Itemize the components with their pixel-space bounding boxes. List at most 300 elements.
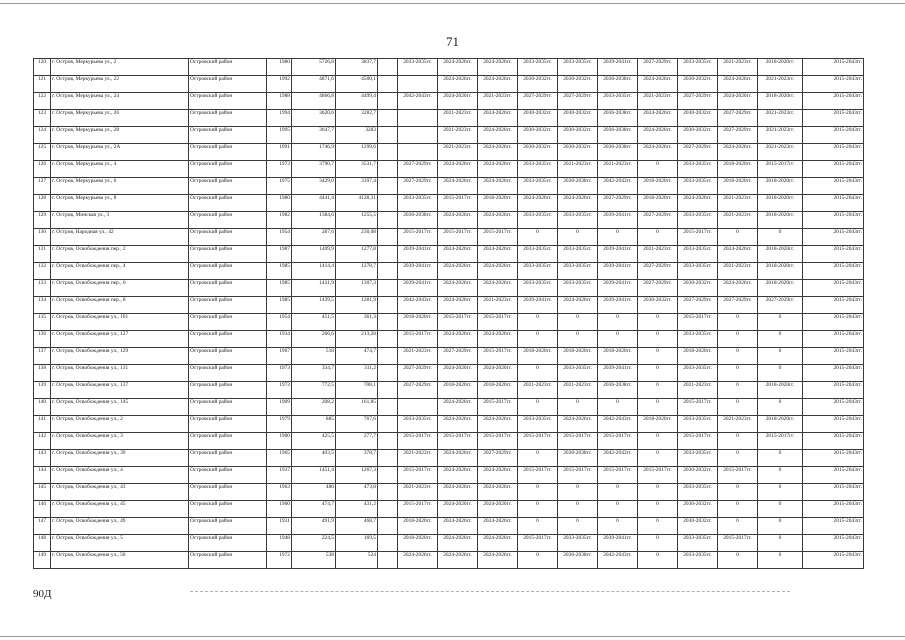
address-cell: г. Остров, Меркурьева ул., 2 <box>51 59 189 76</box>
district-cell: Островский район <box>189 76 267 93</box>
repair-period-cell: 0 <box>518 331 558 348</box>
repair-period-cell: 0 <box>718 518 758 535</box>
district-cell: Островский район <box>189 416 267 433</box>
repair-period-cell: 2027-2029гг. <box>398 178 438 195</box>
repair-period-cell: 2015-2017гг. <box>438 433 478 450</box>
row-number-cell: 139 <box>34 382 51 399</box>
total-area-cell: 1451,4 <box>292 467 336 484</box>
year-built-cell: 1985 <box>267 297 292 314</box>
district-cell: Островский район <box>189 535 267 552</box>
blank-gap-cell <box>378 501 398 518</box>
repair-period-cell: 2015-2017гг. <box>398 229 438 246</box>
blank-gap-cell <box>378 280 398 297</box>
row-number-cell: 138 <box>34 365 51 382</box>
repair-period-cell: 2018-2020гг. <box>518 348 558 365</box>
total-area-cell: 3620,6 <box>292 110 336 127</box>
repair-period-cell: 0 <box>718 450 758 467</box>
repair-period-cell: 2018-2020гг. <box>638 416 678 433</box>
row-number-cell: 128 <box>34 195 51 212</box>
repair-period-cell: 0 <box>638 552 678 569</box>
repair-period-cell: 2021-2023гг. <box>478 93 518 110</box>
table-row <box>34 59 864 76</box>
repair-period-cell: 2042-2043гг. <box>598 552 638 569</box>
district-cell: Островский район <box>189 450 267 467</box>
repair-period-cell: 2018-2020гг. <box>638 178 678 195</box>
repair-period-cell: 0 <box>598 501 638 518</box>
repair-period-cell: 2024-2026гг. <box>438 501 478 518</box>
repair-period-cell: 2024-2026гг. <box>718 76 758 93</box>
living-area-cell: 708,1 <box>336 382 378 399</box>
overall-period-cell: 2015-2043гг. <box>803 93 864 110</box>
repair-period-cell: 2033-2035гг. <box>558 365 598 382</box>
repair-period-cell: 2024-2026гг. <box>478 246 518 263</box>
row-number-cell: 148 <box>34 535 51 552</box>
repair-period-cell: 2039-2041гг. <box>398 263 438 280</box>
repair-period-cell: 2036-2038гг. <box>598 382 638 399</box>
overall-period-cell: 2015-2043гг. <box>803 178 864 195</box>
year-built-cell: 1992 <box>267 76 292 93</box>
repair-period-cell: 0 <box>758 450 803 467</box>
address-cell: г. Остров, Меркурьева ул., 4 <box>51 161 189 178</box>
repair-period-cell: 0 <box>518 314 558 331</box>
address-cell: г. Остров, Меркурьева ул., 8 <box>51 195 189 212</box>
table-row <box>34 76 864 93</box>
repair-period-cell: 2030-2032гг. <box>638 297 678 314</box>
repair-period-cell: 2033-2035гг. <box>678 178 718 195</box>
repair-period-cell: 2021-2023гг. <box>718 212 758 229</box>
repair-period-cell: 0 <box>638 365 678 382</box>
living-area-cell: 4500,1 <box>336 76 378 93</box>
repair-period-cell: 2018-2020гг. <box>758 246 803 263</box>
repair-period-cell: 2015-2017гг. <box>758 161 803 178</box>
table-row <box>34 467 864 484</box>
repair-period-cell: 0 <box>638 331 678 348</box>
repair-period-cell: 2021-2023гг. <box>438 110 478 127</box>
blank-gap-cell <box>378 76 398 93</box>
repair-period-cell: 2024-2026гг. <box>478 365 518 382</box>
repair-period-cell: 2015-2017гг. <box>478 229 518 246</box>
total-area-cell: 287,6 <box>292 229 336 246</box>
repair-period-cell: 2021-2023гг. <box>678 382 718 399</box>
repair-period-cell: 2036-2038гг. <box>558 450 598 467</box>
repair-period-cell: 0 <box>718 348 758 365</box>
repair-period-cell: 2030-2032гг. <box>678 127 718 144</box>
blank-gap-cell <box>378 161 398 178</box>
repair-period-cell: 2024-2026гг. <box>478 59 518 76</box>
repair-period-cell <box>398 144 438 161</box>
living-area-cell: 4499,4 <box>336 93 378 110</box>
row-number-cell: 130 <box>34 229 51 246</box>
repair-period-cell: 2018-2020гг. <box>398 535 438 552</box>
repair-period-cell: 2015-2017гг. <box>598 467 638 484</box>
district-cell: Островский район <box>189 484 267 501</box>
repair-period-cell: 2039-2041гг. <box>598 212 638 229</box>
year-built-cell: 1991 <box>267 144 292 161</box>
blank-gap-cell <box>378 535 398 552</box>
overall-period-cell: 2015-2043гг. <box>803 501 864 518</box>
repair-period-cell: 2015-2017гг. <box>518 433 558 450</box>
repair-period-cell: 2033-2035гг. <box>558 263 598 280</box>
repair-period-cell: 2027-2029гг. <box>638 212 678 229</box>
repair-period-cell: 0 <box>638 450 678 467</box>
living-area-cell: 1255,5 <box>336 212 378 229</box>
repair-period-cell: 2027-2029гг. <box>398 382 438 399</box>
repair-period-cell: 2024-2026гг. <box>638 144 678 161</box>
repair-period-cell: 2024-2026гг. <box>478 518 518 535</box>
repair-period-cell: 2015-2017гг. <box>438 229 478 246</box>
repair-period-cell: 2027-2029гг. <box>518 93 558 110</box>
table-row <box>34 297 864 314</box>
total-area-cell: 1431,9 <box>292 280 336 297</box>
total-area-cell: 518 <box>292 348 336 365</box>
repair-period-cell: 2030-2032гг. <box>558 144 598 161</box>
address-cell: г. Остров, Меркурьева ул., 28 <box>51 127 189 144</box>
repair-period-cell: 2024-2026гг. <box>478 501 518 518</box>
district-cell: Островский район <box>189 161 267 178</box>
repair-period-cell: 2015-2017гг. <box>598 433 638 450</box>
table-row <box>34 552 864 569</box>
repair-period-cell: 2033-2035гг. <box>398 59 438 76</box>
overall-period-cell: 2015-2043гг. <box>803 195 864 212</box>
repair-period-cell: 2027-2029гг. <box>718 127 758 144</box>
total-area-cell: 266,6 <box>292 331 336 348</box>
repair-period-cell: 2027-2029гг. <box>598 195 638 212</box>
living-area-cell: 468,7 <box>336 518 378 535</box>
repair-period-cell: 2027-2029гг. <box>638 59 678 76</box>
living-area-cell: 1267,3 <box>336 467 378 484</box>
blank-gap-cell <box>378 314 398 331</box>
address-cell: г. Остров, Освобождения ул., 49 <box>51 518 189 535</box>
repair-period-cell: 2021-2023гг. <box>558 161 598 178</box>
year-built-cell: 1948 <box>267 535 292 552</box>
repair-period-cell: 2024-2026гг. <box>718 93 758 110</box>
repair-period-cell: 2018-2020гг. <box>758 416 803 433</box>
repair-period-cell: 0 <box>518 552 558 569</box>
repair-period-cell: 2015-2017гг. <box>398 501 438 518</box>
repair-period-cell: 2024-2026гг. <box>678 195 718 212</box>
repair-period-cell: 2024-2026гг. <box>478 484 518 501</box>
repair-period-cell: 2030-2032гг. <box>518 76 558 93</box>
repair-period-cell: 2024-2026гг. <box>438 399 478 416</box>
repair-period-cell: 0 <box>758 484 803 501</box>
repair-period-cell: 2021-2023гг. <box>598 161 638 178</box>
table-row <box>34 93 864 110</box>
row-number-cell: 126 <box>34 161 51 178</box>
address-cell: г. Остров, Освобождения ул., 137 <box>51 382 189 399</box>
address-cell: г. Остров, Народная ул., 42 <box>51 229 189 246</box>
repair-period-cell: 2024-2026гг. <box>478 280 518 297</box>
repair-period-cell: 2030-2032гг. <box>678 280 718 297</box>
overall-period-cell: 2015-2043гг. <box>803 127 864 144</box>
address-cell: г. Остров, Освобождения пер., 6 <box>51 280 189 297</box>
repair-period-cell: 2024-2026гг. <box>478 144 518 161</box>
table-row <box>34 501 864 518</box>
repair-period-cell: 2036-2038гг. <box>558 552 598 569</box>
year-built-cell: 1954 <box>267 314 292 331</box>
row-number-cell: 142 <box>34 433 51 450</box>
repair-period-cell: 2039-2041гг. <box>598 297 638 314</box>
total-area-cell: 425,5 <box>292 433 336 450</box>
repair-period-cell: 2027-2029гг. <box>558 93 598 110</box>
repair-period-cell: 2018-2020гг. <box>758 212 803 229</box>
repair-period-cell: 2027-2029гг. <box>718 297 758 314</box>
table-row <box>34 212 864 229</box>
repair-period-cell: 2039-2041гг. <box>518 297 558 314</box>
blank-gap-cell <box>378 297 398 314</box>
table-row <box>34 382 864 399</box>
repair-period-cell: 2024-2026гг. <box>438 467 478 484</box>
repair-period-cell: 2015-2017гг. <box>398 467 438 484</box>
year-built-cell: 1963 <box>267 484 292 501</box>
overall-period-cell: 2015-2043гг. <box>803 331 864 348</box>
year-built-cell: 1988 <box>267 93 292 110</box>
row-number-cell: 133 <box>34 280 51 297</box>
repair-period-cell: 2033-2035гг. <box>678 416 718 433</box>
table-body <box>34 59 864 569</box>
address-cell: г. Остров, Освобождения ул., 2 <box>51 416 189 433</box>
living-area-cell: 473,8 <box>336 484 378 501</box>
repair-period-cell: 2030-2032гг. <box>678 76 718 93</box>
living-area-cell: 378,7 <box>336 450 378 467</box>
row-number-cell: 137 <box>34 348 51 365</box>
blank-gap-cell <box>378 399 398 416</box>
repair-period-cell: 2024-2026гг. <box>478 416 518 433</box>
repair-period-cell: 2024-2026гг. <box>638 127 678 144</box>
table-row <box>34 263 864 280</box>
total-area-cell: 224,5 <box>292 535 336 552</box>
repair-period-cell: 0 <box>518 399 558 416</box>
row-number-cell: 149 <box>34 552 51 569</box>
repair-period-cell: 2018-2020гг. <box>558 348 598 365</box>
address-cell: г. Остров, Меркурьева ул., 6 <box>51 178 189 195</box>
repair-period-cell: 0 <box>558 501 598 518</box>
row-number-cell: 129 <box>34 212 51 229</box>
row-number-cell: 143 <box>34 450 51 467</box>
blank-gap-cell <box>378 331 398 348</box>
repair-period-cell: 2024-2026гг. <box>478 212 518 229</box>
repair-period-cell: 2024-2026гг. <box>438 331 478 348</box>
repair-period-cell: 0 <box>558 331 598 348</box>
total-area-cell: 3429,0 <box>292 178 336 195</box>
repair-period-cell: 2024-2026гг. <box>438 518 478 535</box>
footer-rule <box>190 591 790 592</box>
total-area-cell: 885 <box>292 416 336 433</box>
blank-gap-cell <box>378 93 398 110</box>
district-cell: Островский район <box>189 93 267 110</box>
repair-period-cell: 2024-2026гг. <box>558 297 598 314</box>
year-built-cell: 1987 <box>267 246 292 263</box>
repair-period-cell: 2018-2020гг. <box>598 348 638 365</box>
repair-period-cell: 0 <box>598 229 638 246</box>
total-area-cell: 474,7 <box>292 501 336 518</box>
repair-period-cell: 2015-2017гг. <box>478 348 518 365</box>
row-number-cell: 123 <box>34 110 51 127</box>
repair-period-cell: 0 <box>638 314 678 331</box>
repair-period-cell: 2024-2026гг. <box>478 110 518 127</box>
overall-period-cell: 2015-2043гг. <box>803 467 864 484</box>
repair-period-cell: 2033-2035гг. <box>558 59 598 76</box>
repair-period-cell: 2018-2020гг. <box>758 382 803 399</box>
repair-period-cell: 2042-2043гг. <box>598 416 638 433</box>
table-row <box>34 127 864 144</box>
overall-period-cell: 2015-2043гг. <box>803 484 864 501</box>
district-cell: Островский район <box>189 144 267 161</box>
repair-period-cell: 2021-2023гг. <box>718 263 758 280</box>
repair-period-cell: 0 <box>758 331 803 348</box>
living-area-cell: 3283 <box>336 127 378 144</box>
address-cell: г. Остров, Освобождения ул., 127 <box>51 331 189 348</box>
district-cell: Островский район <box>189 263 267 280</box>
repair-period-cell: 0 <box>598 314 638 331</box>
district-cell: Островский район <box>189 365 267 382</box>
repair-period-cell: 2018-2020гг. <box>718 161 758 178</box>
repair-period-cell: 0 <box>758 314 803 331</box>
repair-period-cell: 2036-2038гг. <box>598 110 638 127</box>
repair-period-cell: 0 <box>638 229 678 246</box>
living-area-cell: 431,2 <box>336 501 378 518</box>
repair-period-cell: 0 <box>758 365 803 382</box>
repair-period-cell: 2024-2026гг. <box>718 246 758 263</box>
row-number-cell: 136 <box>34 331 51 348</box>
repair-period-cell: 2024-2026гг. <box>438 212 478 229</box>
repair-period-cell: 2024-2026гг. <box>438 263 478 280</box>
overall-period-cell: 2015-2043гг. <box>803 246 864 263</box>
repair-period-cell: 2024-2026гг. <box>438 161 478 178</box>
repair-period-cell: 2021-2023гг. <box>438 144 478 161</box>
repair-period-cell: 0 <box>518 450 558 467</box>
repair-period-cell: 2033-2035гг. <box>678 535 718 552</box>
blank-gap-cell <box>378 450 398 467</box>
repair-period-cell: 0 <box>638 399 678 416</box>
repair-period-cell: 2027-2029гг. <box>638 280 678 297</box>
repair-period-cell: 2039-2041гг. <box>598 59 638 76</box>
repair-period-cell: 2036-2038гг. <box>558 178 598 195</box>
repair-period-cell: 0 <box>718 229 758 246</box>
row-number-cell: 144 <box>34 467 51 484</box>
repair-period-cell: 2030-2032гг. <box>558 110 598 127</box>
repair-period-cell: 2018-2020гг. <box>758 280 803 297</box>
overall-period-cell: 2015-2043гг. <box>803 229 864 246</box>
repair-period-cell: 2033-2035гг. <box>678 161 718 178</box>
footer-code: 90Д <box>33 588 52 600</box>
repair-period-cell: 2018-2020гг. <box>758 195 803 212</box>
repair-period-cell: 2015-2017гг. <box>678 399 718 416</box>
repair-period-cell: 2015-2017гг. <box>438 195 478 212</box>
year-built-cell: 1980 <box>267 59 292 76</box>
repair-period-cell: 2021-2023гг. <box>718 195 758 212</box>
repair-period-cell: 2033-2035гг. <box>678 246 718 263</box>
address-cell: г. Остров, Освобождения пер., 2 <box>51 246 189 263</box>
address-cell: г. Остров, Освобождения ул., 129 <box>51 348 189 365</box>
repair-period-cell: 2036-2038гг. <box>598 76 638 93</box>
repair-period-cell: 2033-2035гг. <box>518 246 558 263</box>
district-cell: Островский район <box>189 127 267 144</box>
repair-period-cell: 2033-2035гг. <box>398 195 438 212</box>
repair-period-cell: 2024-2026гг. <box>478 552 518 569</box>
row-number-cell: 127 <box>34 178 51 195</box>
district-cell: Островский район <box>189 331 267 348</box>
district-cell: Островский район <box>189 467 267 484</box>
living-area-cell: 4128,31 <box>336 195 378 212</box>
total-area-cell: 1414,4 <box>292 263 336 280</box>
blank-gap-cell <box>378 518 398 535</box>
repair-period-cell: 2030-2032гг. <box>678 110 718 127</box>
district-cell: Островский район <box>189 246 267 263</box>
repair-period-cell: 2030-2032гг. <box>678 467 718 484</box>
repair-period-cell: 2039-2041гг. <box>598 280 638 297</box>
repair-period-cell: 2033-2035гг. <box>518 161 558 178</box>
living-area-cell: 169,5 <box>336 535 378 552</box>
repair-period-cell: 2033-2035гг. <box>558 246 598 263</box>
address-cell: г. Остров, Освобождения ул., 4 <box>51 467 189 484</box>
year-built-cell: 1931 <box>267 518 292 535</box>
repair-period-cell: 2015-2017гг. <box>718 535 758 552</box>
total-area-cell: 1439,5 <box>292 297 336 314</box>
address-cell: г. Остров, Освобождения ул., 5 <box>51 535 189 552</box>
overall-period-cell: 2015-2043гг. <box>803 144 864 161</box>
repair-period-cell: 2033-2035гг. <box>558 212 598 229</box>
repair-period-cell: 2015-2017гг. <box>558 433 598 450</box>
repair-period-cell: 2018-2020гг. <box>398 518 438 535</box>
repair-period-cell: 2024-2026гг. <box>438 297 478 314</box>
housing-repair-table <box>33 58 864 569</box>
repair-period-cell: 0 <box>558 518 598 535</box>
row-number-cell: 145 <box>34 484 51 501</box>
address-cell: г. Остров, Меркурьева ул., 24 <box>51 93 189 110</box>
repair-period-cell: 0 <box>758 518 803 535</box>
repair-period-cell: 2021-2023гг. <box>638 246 678 263</box>
repair-period-cell: 0 <box>518 484 558 501</box>
table-row <box>34 229 864 246</box>
repair-period-cell: 2027-2029гг. <box>718 110 758 127</box>
overall-period-cell: 2015-2043гг. <box>803 348 864 365</box>
living-area-cell: 1281,9 <box>336 297 378 314</box>
repair-period-cell: 2036-2038гг. <box>398 212 438 229</box>
overall-period-cell: 2015-2043гг. <box>803 399 864 416</box>
total-area-cell: 486 <box>292 484 336 501</box>
repair-period-cell: 0 <box>758 229 803 246</box>
repair-period-cell: 2030-2032гг. <box>558 76 598 93</box>
row-number-cell: 125 <box>34 144 51 161</box>
repair-period-cell: 0 <box>758 467 803 484</box>
repair-period-cell: 2024-2026гг. <box>438 178 478 195</box>
blank-gap-cell <box>378 552 398 569</box>
year-built-cell: 1980 <box>267 195 292 212</box>
blank-gap-cell <box>378 178 398 195</box>
repair-period-cell: 2033-2035гг. <box>678 263 718 280</box>
living-area-cell: 213,28 <box>336 331 378 348</box>
district-cell: Островский район <box>189 433 267 450</box>
total-area-cell: 5726,8 <box>292 59 336 76</box>
repair-period-cell: 2033-2035гг. <box>558 535 598 552</box>
blank-gap-cell <box>378 382 398 399</box>
repair-period-cell: 2027-2029гг. <box>398 365 438 382</box>
repair-period-cell: 2021-2023гг. <box>758 76 803 93</box>
table-row <box>34 110 864 127</box>
repair-period-cell: 0 <box>638 348 678 365</box>
district-cell: Островский район <box>189 280 267 297</box>
repair-period-cell: 0 <box>638 484 678 501</box>
repair-period-cell: 2036-2038гг. <box>598 144 638 161</box>
repair-period-cell: 2015-2017гг. <box>678 229 718 246</box>
repair-period-cell: 2021-2023гг. <box>718 59 758 76</box>
repair-period-cell: 2015-2017гг. <box>558 467 598 484</box>
repair-period-cell: 2015-2017гг. <box>678 314 718 331</box>
district-cell: Островский район <box>189 501 267 518</box>
total-area-cell: 3647,7 <box>292 127 336 144</box>
row-number-cell: 135 <box>34 314 51 331</box>
repair-period-cell: 0 <box>758 535 803 552</box>
